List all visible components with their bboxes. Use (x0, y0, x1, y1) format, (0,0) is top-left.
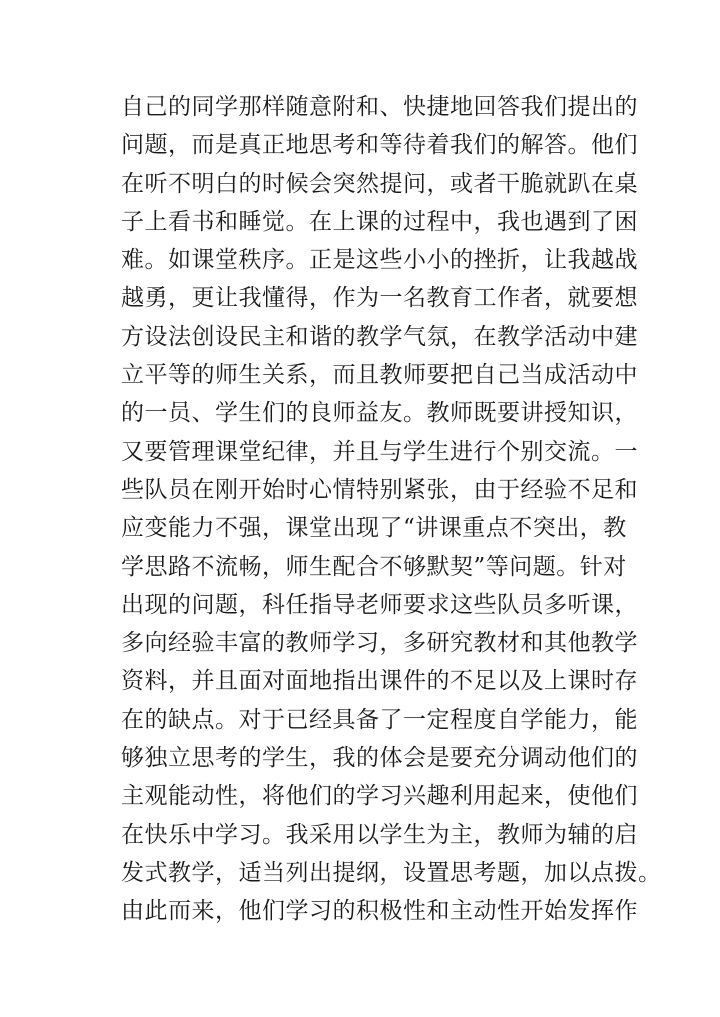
text-line: 些队员在刚开始时心情特别紧张，由于经验不足和 (121, 476, 638, 503)
text-line: 在快乐中学习。我采用以学生为主，教师为辅的启 (121, 821, 638, 848)
text-line: 越勇，更让我懂得，作为一名教育工作者，就要想 (121, 285, 638, 312)
text-line: 子上看书和睡觉。在上课的过程中，我也遇到了困 (121, 208, 638, 235)
text-line: 出现的问题，科任指导老师要求这些队员多听课， (121, 591, 638, 618)
text-line: 的一员、学生们的良师益友。教师既要讲授知识， (121, 400, 638, 427)
text-line: 立平等的师生关系，而且教师要把自己当成活动中 (121, 362, 638, 389)
text-line: 方设法创设民主和谐的教学气氛，在教学活动中建 (121, 323, 638, 350)
text-line: 在听不明白的时候会突然提问，或者干脆就趴在桌 (121, 170, 638, 197)
text-line: 发式教学，适当列出提纲，设置思考题，加以点拨。 (121, 859, 662, 886)
text-line: 难。如课堂秩序。正是这些小小的挫折，让我越战 (121, 247, 638, 274)
text-line: 在的缺点。对于已经具备了一定程度自学能力，能 (121, 706, 638, 733)
text-line: 学思路不流畅，师生配合不够默契”等问题。针对 (121, 553, 627, 580)
text-line: 主观能动性，将他们的学习兴趣利用起来，使他们 (121, 783, 638, 810)
text-line: 资料，并且面对面地指出课件的不足以及上课时存 (121, 668, 638, 695)
text-line: 自己的同学那样随意附和、快捷地回答我们提出的 (121, 94, 638, 120)
text-line: 多向经验丰富的教师学习，多研究教材和其他教学 (121, 630, 638, 657)
body-paragraph (121, 88, 662, 931)
text-line: 够独立思考的学生，我的体会是要充分调动他们的 (121, 745, 638, 772)
text-line: 又要管理课堂纪律，并且与学生进行个别交流。一 (121, 438, 638, 465)
text-line: 由此而来，他们学习的积极性和主动性开始发挥作 (121, 898, 638, 925)
text-line: 应变能力不强，课堂出现了“讲课重点不突出，教 (121, 515, 627, 542)
text-line: 问题，而是真正地思考和等待着我们的解答。他们 (121, 132, 638, 159)
